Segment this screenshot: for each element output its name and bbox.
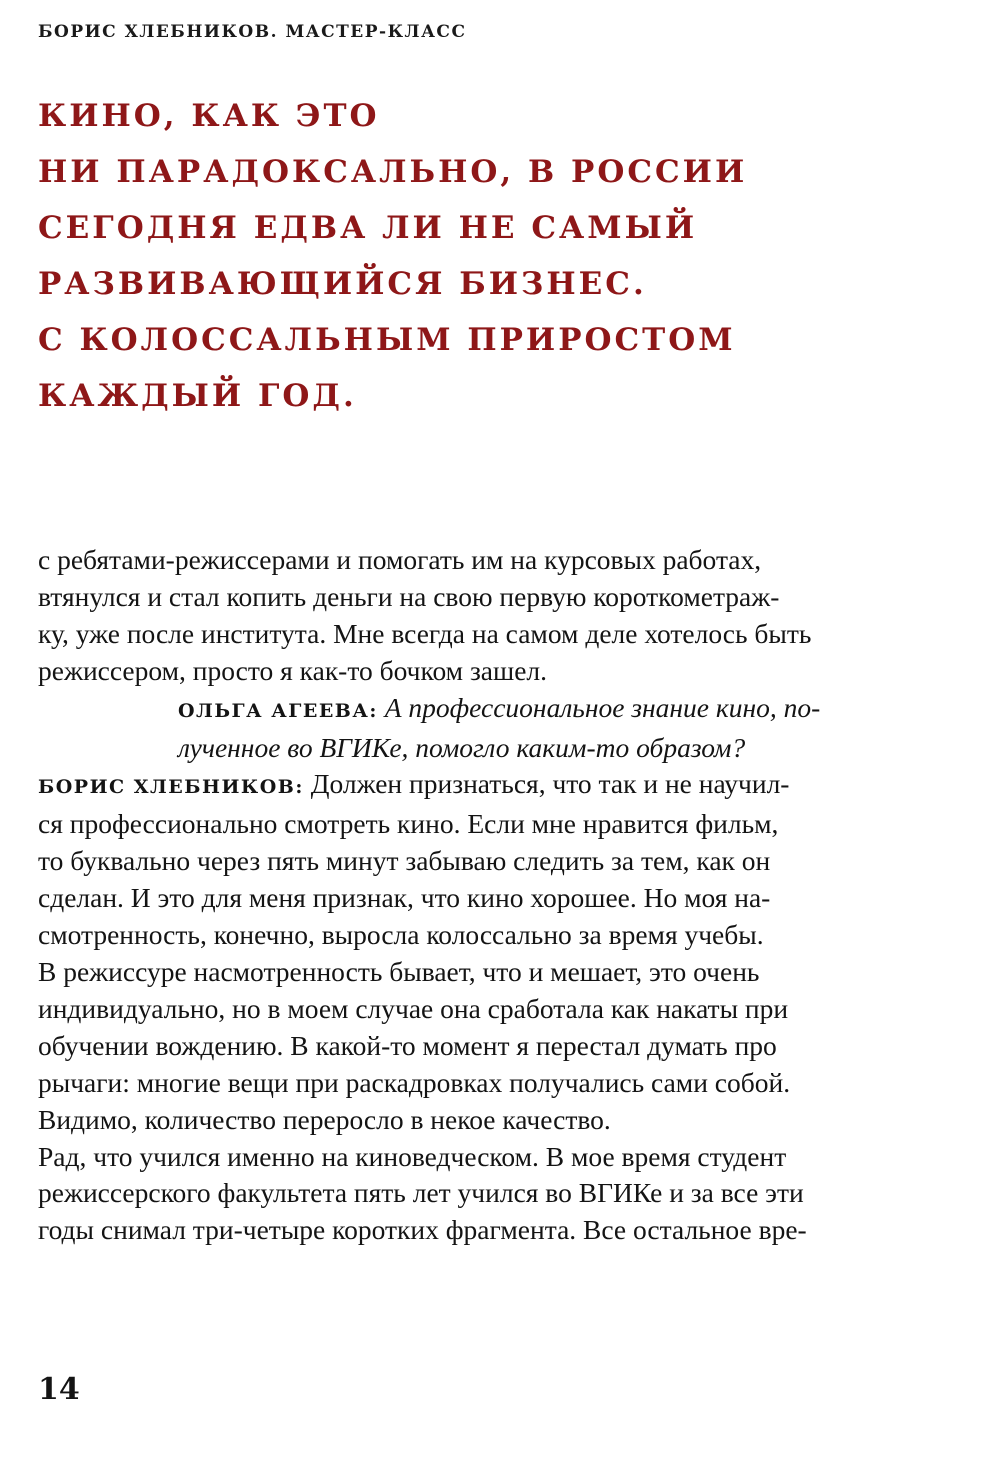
body-line: режиссерского факультета пять лет учился во ВГИКе и за все эти (38, 1177, 804, 1209)
pull-quote-line: СЕГОДНЯ ЕДВА ЛИ НЕ САМЫЙ (38, 210, 698, 246)
body-line: смотренность, конечно, выросла колоссально за время учебы. (38, 919, 764, 951)
pull-quote-line: РАЗВИВАЮЩИЙСЯ БИЗНЕС. (38, 266, 647, 302)
answer-line (38, 766, 868, 806)
body-line: режиссером, просто я как-то бочком зашел. (38, 654, 547, 686)
pull-quote (38, 88, 938, 424)
running-head: БОРИС ХЛЕБНИКОВ. МАСТЕР-КЛАСС (38, 22, 467, 42)
body-line: В режиссуре насмотренность бывает, что и мешает, это очень (38, 955, 760, 987)
question-text: А профессиональное знание кино, по- (384, 691, 821, 723)
body-line: Видимо, количество переросло в некое качество. (38, 1103, 611, 1135)
body-line: то буквально через пять минут забываю следить за тем, как он (38, 845, 771, 877)
respondent-name: БОРИС ХЛЕБНИКОВ: (38, 776, 304, 799)
pull-quote-line: КАЖДЫЙ ГОД. (38, 378, 357, 414)
body-line: Рад, что учился именно на киноведческом. В мое время студент (38, 1140, 787, 1172)
question-line (38, 690, 868, 730)
pull-quote-line: С КОЛОССАЛЬНЫМ ПРИРОСТОМ (38, 322, 736, 358)
pull-quote-line: НИ ПАРАДОКСАЛЬНО, В РОССИИ (38, 154, 748, 190)
body-text (38, 542, 868, 1249)
body-line: втянулся и стал копить деньги на свою первую короткометраж- (38, 580, 780, 612)
body-line: рычаги: многие вещи при раскадровках получались сами собой. (38, 1066, 791, 1098)
body-line: годы снимал три-четыре коротких фрагмента. Все остальное вре- (38, 1214, 807, 1246)
body-line: ку, уже после института. Мне всегда на самом деле хотелось быть (38, 617, 812, 649)
interviewer-name: ОЛЬГА АГЕЕВА: (178, 699, 378, 722)
body-line: обучении вождению. В какой-то момент я перестал думать про (38, 1029, 777, 1061)
question-line: лученное во ВГИКе, помогло каким-то образом? (178, 731, 746, 763)
body-line: ся профессионально смотреть кино. Если мне нравится фильм, (38, 808, 779, 840)
pull-quote-line: КИНО, КАК ЭТО (38, 98, 380, 134)
body-line: сделан. И это для меня признак, что кино хорошее. Но моя на- (38, 882, 771, 914)
body-line: индивидуально, но в моем случае она сработала как накаты при (38, 992, 789, 1024)
page-number: 14 (38, 1372, 80, 1407)
body-line: с ребятами-режиссерами и помогать им на курсовых работах, (38, 544, 762, 575)
answer-text: Должен признаться, что так и не научил- (310, 768, 790, 800)
